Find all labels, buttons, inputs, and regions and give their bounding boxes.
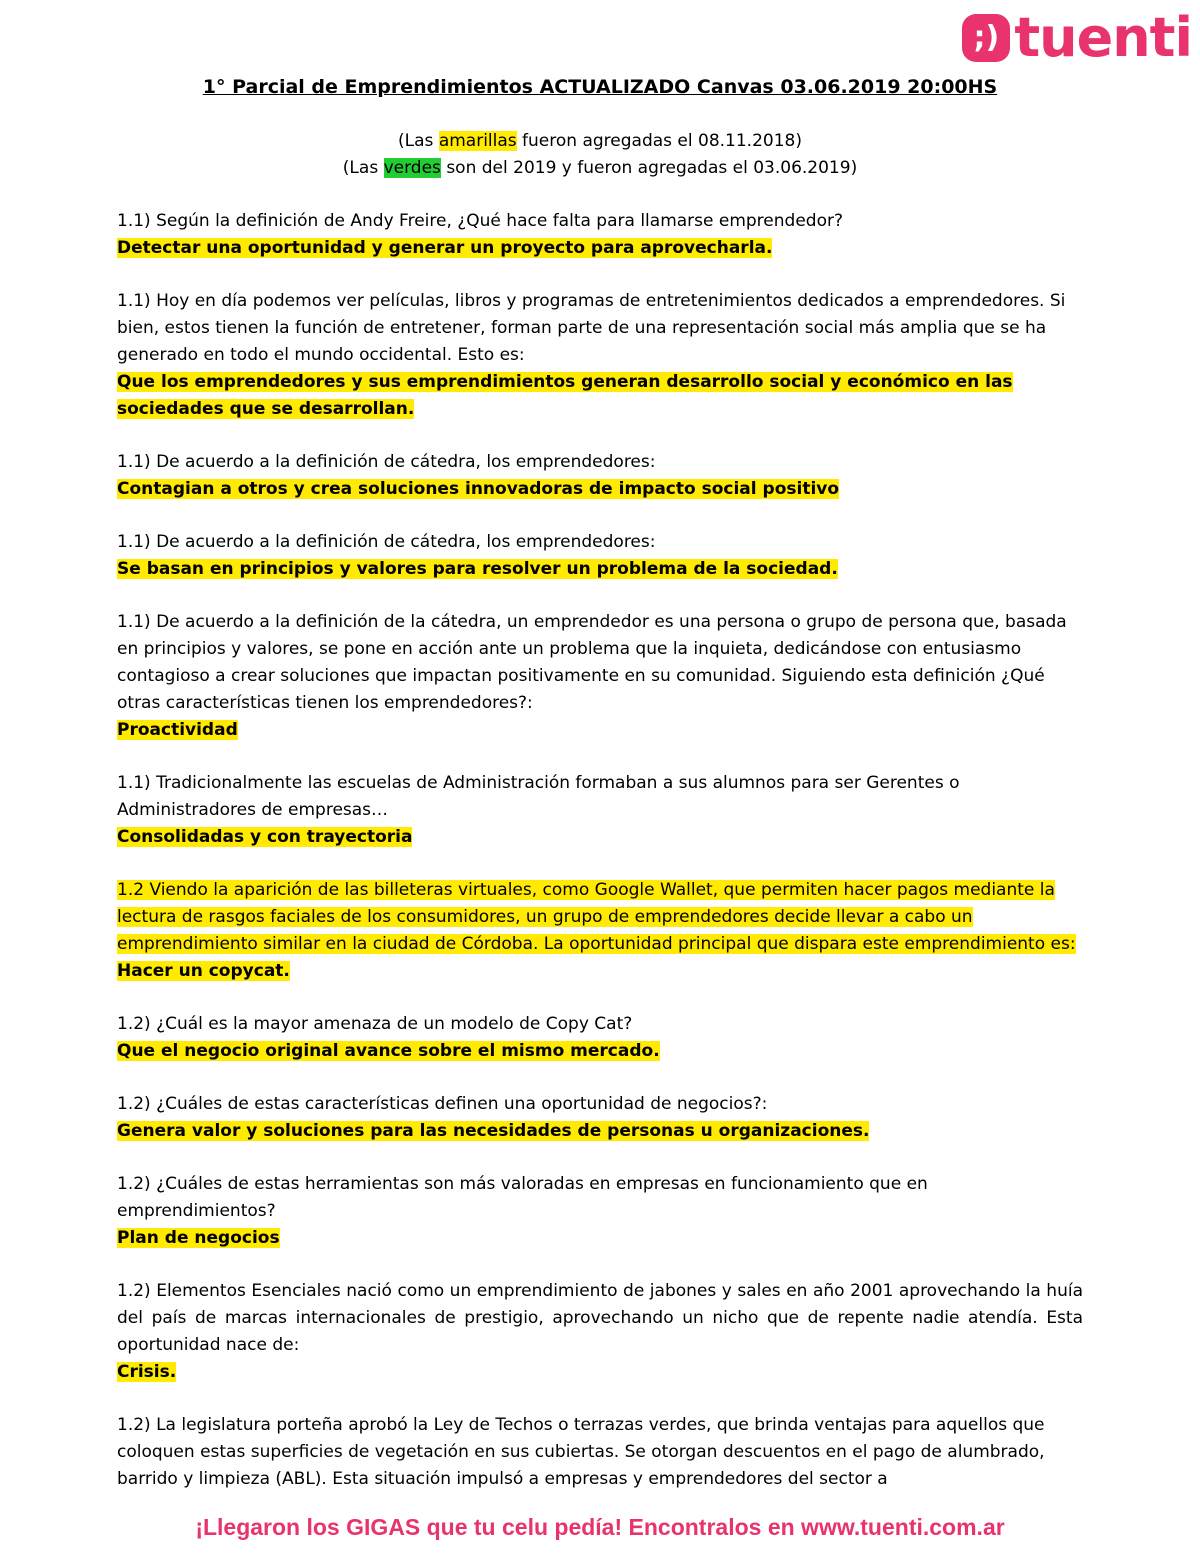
question-text	[117, 1091, 1083, 1118]
answer-highlight: Detectar una oportunidad y generar un proyecto para aprovecharla.	[117, 238, 773, 258]
answer-highlight: Que los emprendedores y sus emprendimientos generan desarrollo social y económico en las sociedades que se desarrollan.	[117, 372, 1013, 419]
question-content	[117, 452, 655, 472]
question-body: La legislatura porteña aprobó la Ley de Techos o terrazas verdes, que brinda ventajas para aquellos que coloquen estas superficies de vegetación en sus cubiertas. Se otorgan descuentos en el pago de alumbrado, barrido y limpieza (ABL). Esta situación impulsó a empresas y emprendedores del sector a	[117, 1415, 1045, 1489]
question-block	[117, 1091, 1083, 1145]
question-body: ¿Cuál es la mayor amenaza de un modelo de Copy Cat?	[150, 1014, 633, 1034]
answer-text	[117, 824, 1083, 851]
question-block	[117, 449, 1083, 503]
question-content	[117, 612, 1067, 713]
question-text	[117, 609, 1083, 717]
answer-highlight: Consolidadas y con trayectoria	[117, 827, 413, 847]
question-number: 1.1)	[117, 532, 151, 552]
question-content	[117, 1174, 928, 1221]
question-body: De acuerdo a la definición de cátedra, los emprendedores:	[150, 452, 656, 472]
answer-text	[117, 1038, 1083, 1065]
question-text	[117, 1412, 1083, 1493]
legend-green-swatch: verdes	[383, 158, 441, 178]
question-list	[117, 208, 1083, 1386]
question-text	[117, 529, 1083, 556]
question-number: 1.2)	[117, 1281, 151, 1301]
question-block	[117, 529, 1083, 583]
question-body: ¿Cuáles de estas características definen una oportunidad de negocios?:	[150, 1094, 768, 1114]
legend-green	[117, 155, 1083, 182]
question-block	[117, 1278, 1083, 1386]
question-block	[117, 877, 1083, 985]
page-title: 1° Parcial de Emprendimientos ACTUALIZADO Canvas 03.06.2019 20:00HS	[202, 76, 998, 98]
question-body: Según la definición de Andy Freire, ¿Qué hace falta para llamarse emprendedor?	[150, 211, 843, 231]
question-number: 1.2)	[117, 1415, 151, 1435]
question-text	[117, 770, 1083, 824]
question-content	[117, 211, 843, 231]
answer-text	[117, 958, 1083, 985]
question-number: 1.2)	[117, 1174, 151, 1194]
question-body: De acuerdo a la definición de cátedra, los emprendedores:	[150, 532, 656, 552]
answer-highlight: Plan de negocios	[117, 1228, 280, 1248]
question-text	[117, 449, 1083, 476]
answer-highlight: Genera valor y soluciones para las necesidades de personas u organizaciones.	[117, 1121, 870, 1141]
question-body: Tradicionalmente las escuelas de Administración formaban a sus alumnos para ser Gerentes o Administradores de empresas…	[117, 773, 960, 820]
answer-highlight: Proactividad	[117, 720, 238, 740]
question-block	[117, 609, 1083, 744]
question-number: 1.1)	[117, 211, 151, 231]
question-body: Viendo la aparición de las billeteras virtuales, como Google Wallet, que permiten hacer pagos mediante la lectura de rasgos faciales de los consumidores, un grupo de emprendedores decide llevar a cabo un emprendimiento similar en la ciudad de Córdoba. La oportunidad principal que dispara este emprendimiento es:	[117, 880, 1076, 954]
question-number: 1.2)	[117, 1094, 151, 1114]
question-number: 1.2	[117, 880, 145, 900]
legend-text: (Las	[342, 158, 384, 178]
legend-text: son del 2019 y fueron agregadas el 03.06.2019)	[440, 158, 858, 178]
legend-text: fueron agregadas el 08.11.2018)	[516, 131, 802, 151]
tuenti-wordmark: tuenti	[1014, 6, 1192, 69]
question-text	[117, 288, 1083, 369]
question-text	[117, 208, 1083, 235]
question-text	[117, 1278, 1083, 1359]
answer-text	[117, 717, 1083, 744]
question-block	[117, 208, 1083, 262]
answer-highlight: Crisis.	[117, 1362, 177, 1382]
question-block	[117, 1171, 1083, 1252]
question-content	[117, 1014, 632, 1034]
question-text	[117, 877, 1083, 958]
question-body: De acuerdo a la definición de la cátedra, un emprendedor es una persona o grupo de persona que, basada en principios y valores, se pone en acción ante un problema que la inquieta, dedicándose con entusiasmo contagioso a crear soluciones que impactan positivamente en su comunidad. Siguiendo esta definición ¿Qué otras características tienen los emprendedores?:	[117, 612, 1067, 713]
question-content	[117, 773, 959, 820]
legend-yellow	[117, 128, 1083, 155]
answer-highlight: Se basan en principios y valores para resolver un problema de la sociedad.	[117, 559, 838, 579]
question-content	[117, 1281, 1083, 1355]
legend-text: (Las	[398, 131, 439, 151]
legend-yellow-swatch: amarillas	[438, 131, 517, 151]
answer-text	[117, 369, 1083, 423]
answer-text	[117, 476, 1083, 503]
answer-highlight: Que el negocio original avance sobre el mismo mercado.	[117, 1041, 660, 1061]
question-block	[117, 288, 1083, 423]
question-number: 1.1)	[117, 291, 151, 311]
question-content	[117, 880, 1076, 954]
answer-text	[117, 1118, 1083, 1145]
question-content	[117, 532, 655, 552]
tuenti-logo[interactable]	[962, 6, 1192, 69]
question-body: Elementos Esenciales nació como un emprendimiento de jabones y sales en año 2001 aprovechando la huía del país de marcas internacionales de prestigio, aprovechando un nicho que de repente nadie atendía. Esta oportunidad nace de:	[117, 1281, 1083, 1355]
tuenti-smiley-icon: ;)	[962, 14, 1010, 62]
question-block	[117, 1011, 1083, 1065]
question-content	[117, 1094, 767, 1114]
question-number: 1.1)	[117, 452, 151, 472]
answer-highlight: Hacer un copycat.	[117, 961, 290, 981]
question-text	[117, 1171, 1083, 1225]
question-content	[117, 291, 1065, 365]
answer-text	[117, 556, 1083, 583]
answer-text	[117, 1359, 1083, 1386]
answer-highlight: Contagian a otros y crea soluciones innovadoras de impacto social positivo	[117, 479, 840, 499]
question-body: ¿Cuáles de estas herramientas son más valoradas en empresas en funcionamiento que en emprendimientos?	[117, 1174, 928, 1221]
footer-ad-banner[interactable]: ¡Llegaron los GIGAS que tu celu pedía! Encontralos en www.tuenti.com.ar	[195, 1514, 1005, 1540]
question-block	[117, 770, 1083, 851]
question-text	[117, 1011, 1083, 1038]
answer-text	[117, 235, 1083, 262]
question-number: 1.1)	[117, 773, 151, 793]
question-number: 1.1)	[117, 612, 151, 632]
answer-text	[117, 1225, 1083, 1252]
question-body: Hoy en día podemos ver películas, libros y programas de entretenimientos dedicados a emprendedores. Si bien, estos tienen la función de entretener, forman parte de una representación social más amplia que se ha generado en todo el mundo occidental. Esto es:	[117, 291, 1066, 365]
question-number: 1.2)	[117, 1014, 151, 1034]
document-body	[117, 74, 1083, 1493]
question-block-last	[117, 1412, 1083, 1493]
